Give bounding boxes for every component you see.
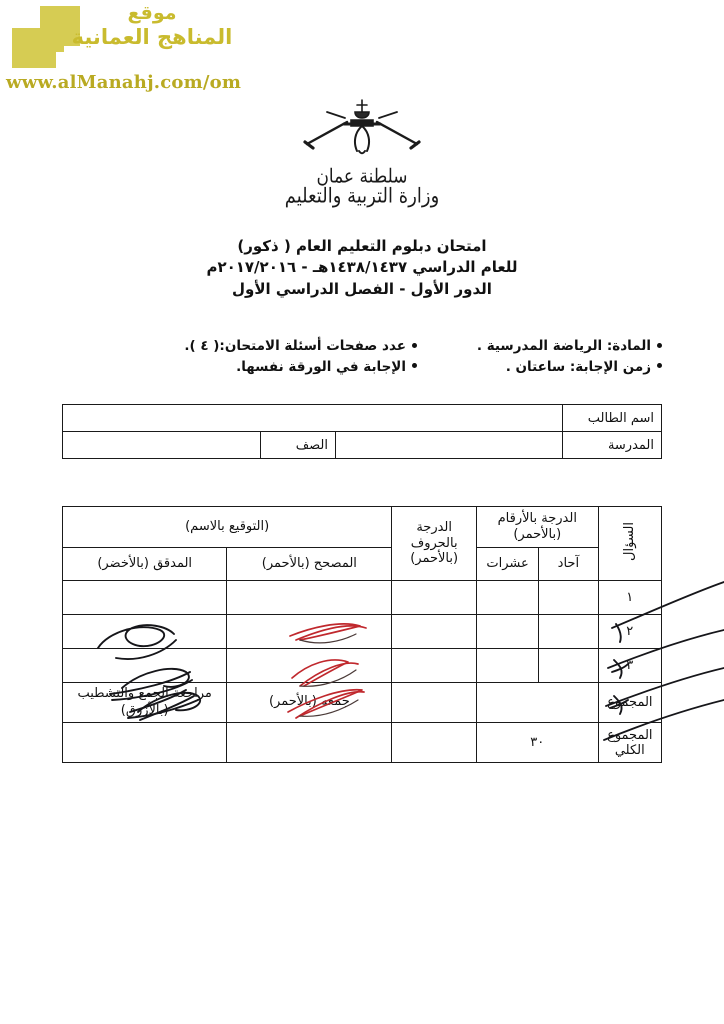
watermark-url: www.alManahj.com/om [6,72,242,93]
ministry-heading [0,165,724,209]
auditor-cell[interactable] [63,581,227,615]
student-name-label: اسم الطالب [563,405,662,432]
total-row [63,683,662,723]
info-pages-row [184,336,417,357]
table-row [63,615,662,649]
header-signature: (التوقيع بالاسم) [63,507,392,548]
exam-title-line3: الدور الأول - الفصل الدراسي الأول [232,279,492,298]
student-name-field[interactable] [63,405,563,432]
student-info-table [62,404,662,459]
watermark-line1: موقع [127,2,177,24]
oman-national-emblem-icon [0,96,724,168]
question-number: ٢ [598,615,661,649]
total-label: المجموع [598,683,661,723]
ones-cell[interactable] [539,649,598,683]
ones-cell[interactable] [539,581,598,615]
grand-total-value[interactable]: ٣٠ [476,723,598,763]
question-number: ١ [598,581,661,615]
header-tens: عشرات [476,548,538,581]
exam-title-line2: للعام الدراسي ١٤٣٨/١٤٣٧هـ - ٢٠١٧/٢٠١٦م [206,258,518,277]
header-ones: آحاد [539,548,598,581]
table-row [63,649,662,683]
grand-total-label: المجموع الكلي [598,723,661,763]
tens-cell[interactable] [476,649,538,683]
bullet-icon [657,343,662,348]
country-name: سلطنة عمان [316,165,408,189]
total-value-cell[interactable] [476,683,598,723]
header-question: السؤال [598,507,661,581]
exam-info-pages-column [184,336,417,378]
info-duration-row [477,357,662,378]
info-pages-text: عدد صفحات أسئلة الامتحان:( ٤ ). [184,338,406,354]
info-subject-text: المادة: الرياضة المدرسية . [476,338,651,354]
tens-cell[interactable] [476,615,538,649]
watermark-arabic-text [62,2,242,51]
tens-cell[interactable] [476,581,538,615]
letters-cell[interactable] [392,581,477,615]
grand-total-corrector[interactable] [227,723,392,763]
student-school-row [63,432,662,459]
grading-header-row-2 [63,548,662,581]
header-corrector: المصحح (بالأحمر) [227,548,392,581]
corrector-cell[interactable] [227,649,392,683]
info-answer-text: الإجابة في الورقة نفسها. [236,358,406,375]
header-auditor: المدقق (بالأخضر) [63,548,227,581]
total-letters-cell[interactable] [392,683,477,723]
info-duration-text: زمن الإجابة: ساعتان . [505,358,651,375]
auditor-cell[interactable] [63,649,227,683]
info-answer-row [184,357,417,378]
header-numeric-grade: الدرجة بالأرقام (بالأحمر) [476,507,598,548]
exam-title-line1: امتحان دبلوم التعليم العام ( ذكور) [237,237,487,255]
site-watermark [0,0,300,108]
info-subject-row [477,336,662,357]
ones-cell[interactable] [539,615,598,649]
grand-total-auditor[interactable] [63,723,227,763]
ministry-name: وزارة التربية والتعليم [284,184,440,209]
watermark-line2: المناهج العمانية [71,25,233,50]
exam-info-block [62,336,662,384]
corrector-sum-note: جمعه (بالأحمر) [227,683,392,723]
exam-info-subject-column [477,336,662,378]
grading-header-row-1 [63,507,662,548]
table-row [63,581,662,615]
school-field[interactable] [336,432,563,459]
corrector-cell[interactable] [227,615,392,649]
letters-cell[interactable] [392,649,477,683]
bullet-icon [412,343,417,348]
bullet-icon [412,363,417,368]
letters-cell[interactable] [392,615,477,649]
school-label: المدرسة [563,432,662,459]
grand-total-row [63,723,662,763]
auditor-cell[interactable] [63,615,227,649]
header-letter-grade: الدرجة بالحروف (بالأحمر) [392,507,477,581]
class-label: الصف [261,432,336,459]
exam-title-block [0,236,724,300]
question-number: ٣ [598,649,661,683]
grand-total-letters[interactable] [392,723,477,763]
corrector-cell[interactable] [227,581,392,615]
class-field[interactable] [63,432,261,459]
auditor-sum-note: مراجعة الجمع والتشطيب (بالأزرق) [63,683,227,723]
bullet-icon [657,363,662,368]
grading-table [62,506,662,763]
student-name-row [63,405,662,432]
